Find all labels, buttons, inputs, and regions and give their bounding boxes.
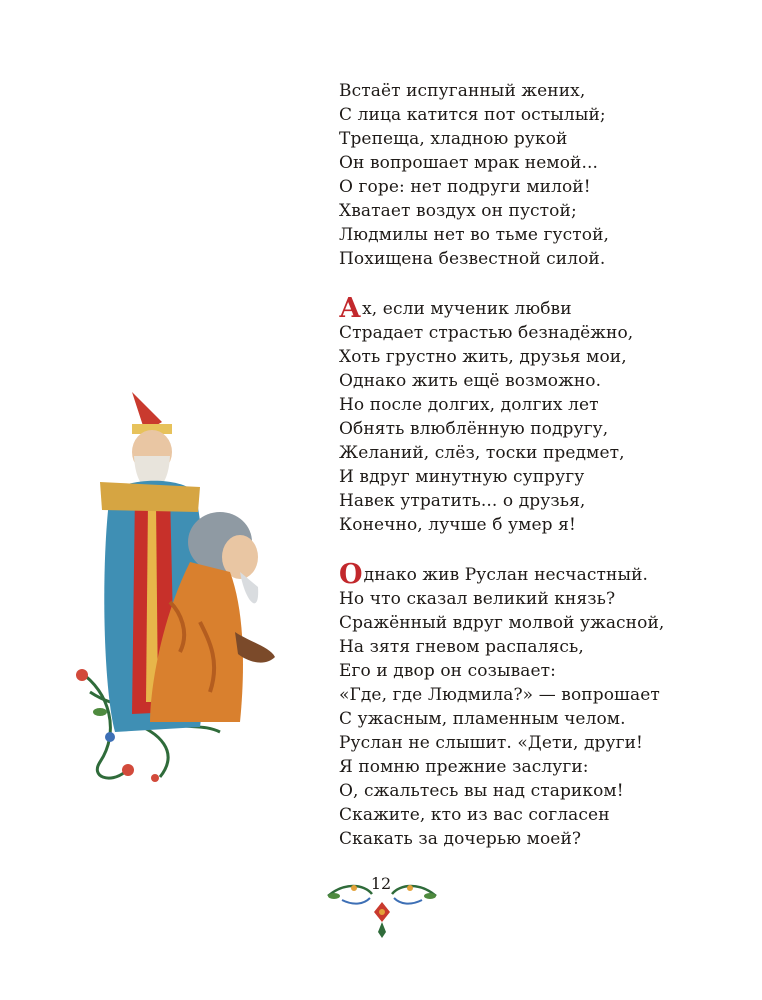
verse-line: Руслан не слышит. «Дети, други! <box>339 733 643 753</box>
verse-line <box>339 559 739 590</box>
verse-line: Но что сказал великий князь? <box>339 589 616 609</box>
verse-line: Встаёт испуганный жених, <box>339 81 586 101</box>
verse-line: И вдруг минутную супругу <box>339 467 585 487</box>
verse-line: Людмилы нет во тьме густой, <box>339 225 610 245</box>
verse-line: Он вопрошает мрак немой... <box>339 153 598 173</box>
verse-line: «Где, где Людмила?» — вопрошает <box>339 685 660 705</box>
verse-line: Обнять влюблённую подругу, <box>339 419 609 439</box>
verse-line: С лица катится пот остылый; <box>339 105 606 125</box>
verse-line: Навек утратить... о друзья, <box>339 491 586 511</box>
stanza-2 <box>339 293 739 537</box>
verse-line <box>339 293 739 324</box>
stanza-1 <box>339 79 739 271</box>
verse-line: О горе: нет подруги милой! <box>339 177 591 197</box>
verse-line-text: днако жив Руслан несчастный. <box>363 565 649 585</box>
verse-line: Страдает страстью безнадёжно, <box>339 323 634 343</box>
stanza-3 <box>339 559 739 851</box>
verse-line: Скакать за дочерью моей? <box>339 829 582 849</box>
verse-line: Трепеща, хладною рукой <box>339 129 568 149</box>
verse-line: Сражённый вдруг молвой ужасной, <box>339 613 665 633</box>
verse-line: Хватает воздух он пустой; <box>339 201 577 221</box>
page-number: 12 <box>370 874 392 893</box>
drop-cap: О <box>339 559 363 590</box>
verse-line-text: х, если мученик любви <box>362 299 572 319</box>
two-old-men-illustration <box>70 392 300 787</box>
verse-line: Но после долгих, долгих лет <box>339 395 599 415</box>
verse-line: Я помню прежние заслуги: <box>339 757 589 777</box>
verse-line: Похищена безвестной силой. <box>339 249 606 269</box>
verse-line: Однако жить ещё возможно. <box>339 371 602 391</box>
verse-line: Его и двор он созывает: <box>339 661 556 681</box>
verse-line: О, сжальтесь вы над стариком! <box>339 781 624 801</box>
verse-line: Скажите, кто из вас согласен <box>339 805 610 825</box>
verse-line: С ужасным, пламенным челом. <box>339 709 626 729</box>
verse-line: Хоть грустно жить, друзья мои, <box>339 347 627 367</box>
verse-line: На зятя гневом распалясь, <box>339 637 584 657</box>
poem-text <box>339 79 739 877</box>
verse-line: Конечно, лучше б умер я! <box>339 515 576 535</box>
verse-line: Желаний, слёз, тоски предмет, <box>339 443 625 463</box>
drop-cap: А <box>339 293 362 324</box>
